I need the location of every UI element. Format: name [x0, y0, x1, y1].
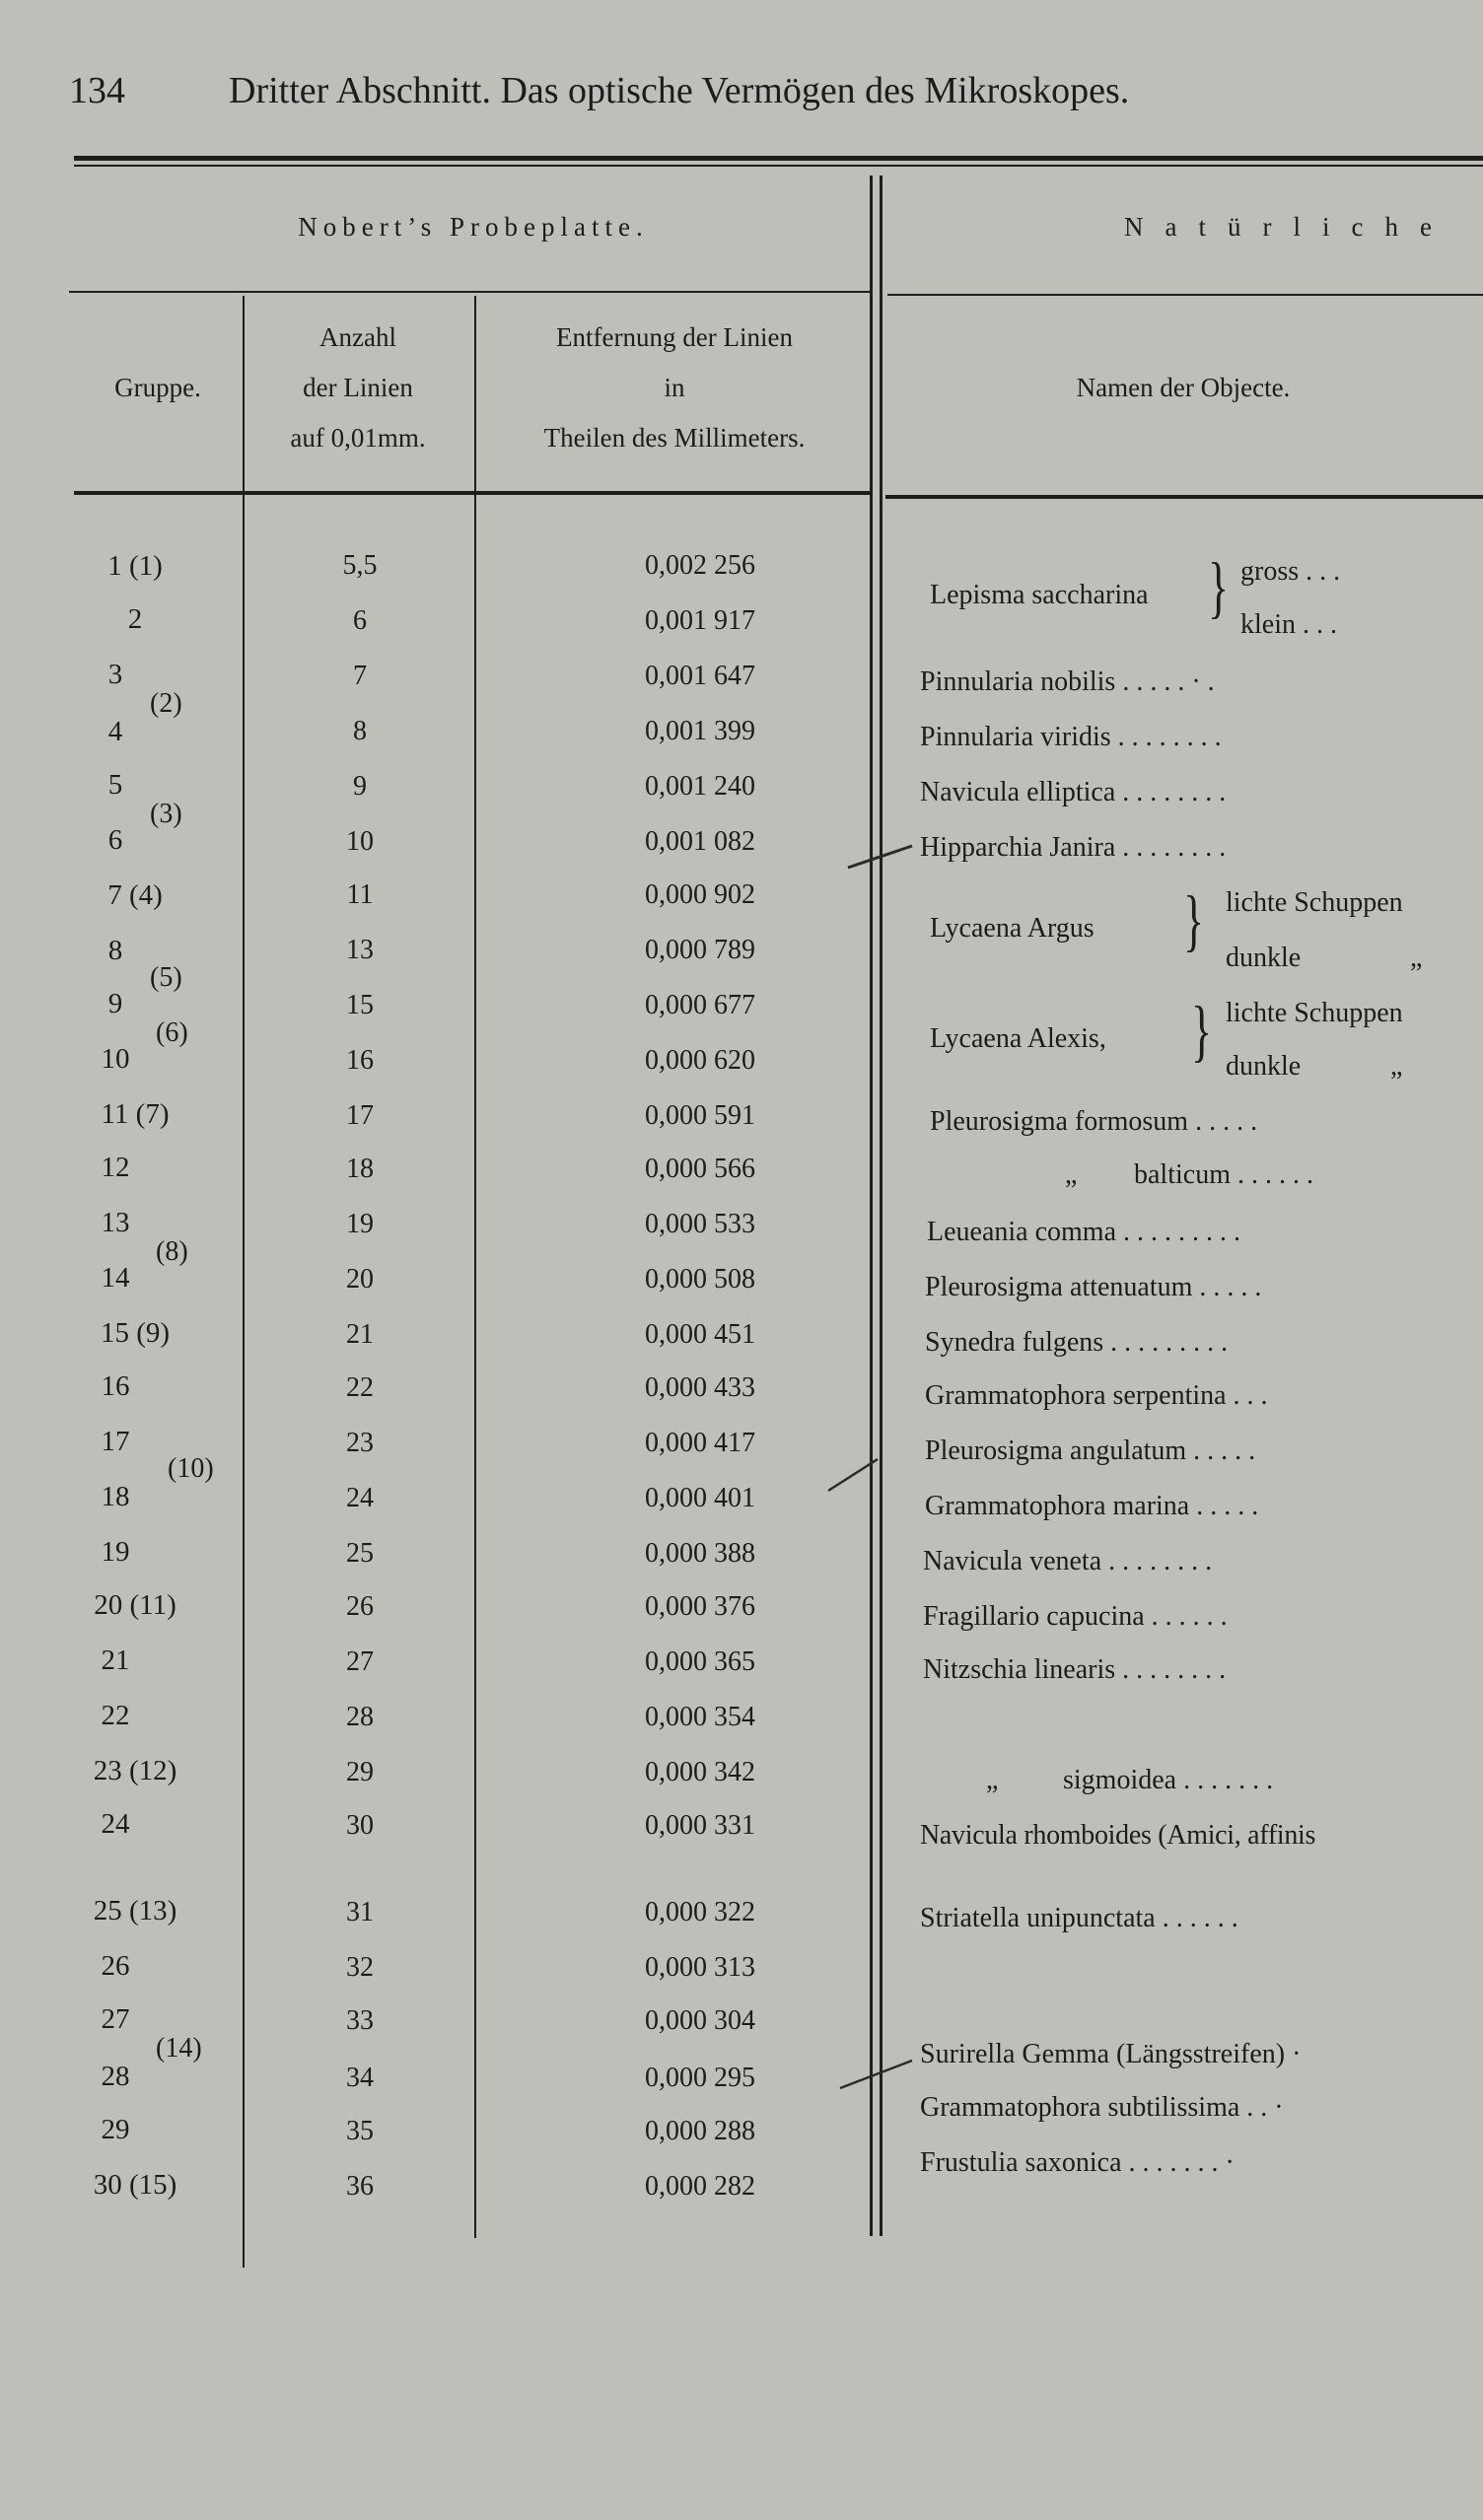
line-distance: 0,000 433 — [645, 1372, 755, 1403]
group-label: 6 — [107, 824, 123, 856]
group-label: 29 — [101, 2114, 130, 2145]
group-label: 18 — [101, 1481, 130, 1512]
line-count: 27 — [346, 1646, 374, 1677]
line-distance: 0,000 331 — [645, 1810, 755, 1841]
group-bracket: (5) — [150, 962, 182, 993]
line-count: 21 — [346, 1319, 374, 1350]
brace: } — [1183, 881, 1205, 959]
line-count: 25 — [346, 1538, 374, 1569]
group-label: 8 — [107, 935, 123, 966]
group-label: 2 — [127, 603, 143, 635]
section-title-underline-left — [69, 291, 870, 293]
line-count: 13 — [346, 935, 374, 965]
line-distance: 0,000 451 — [645, 1319, 755, 1350]
line-distance: 0,001 917 — [645, 605, 755, 636]
line-count: 7 — [353, 661, 367, 691]
line-count: 34 — [346, 2063, 374, 2093]
line-count: 5,5 — [342, 550, 378, 581]
line-count: 30 — [346, 1810, 374, 1841]
line-distance: 0,000 295 — [645, 2063, 755, 2093]
top-rule — [74, 156, 1483, 161]
line-count: 28 — [346, 1702, 374, 1732]
group-label: 23 (12) — [93, 1755, 177, 1786]
header-anzahl-1: Anzahl — [319, 322, 396, 352]
header-gruppe: Gruppe. — [114, 373, 201, 402]
group-label: 5 — [107, 769, 123, 801]
group-label: 13 — [101, 1207, 130, 1238]
group-label: 4 — [107, 716, 123, 747]
object-subname: klein . . . — [1240, 609, 1337, 640]
object-name: Pleurosigma attenuatum . . . . . — [925, 1272, 1262, 1302]
ditto-mark: „ — [1390, 1051, 1403, 1082]
object-name: balticum . . . . . . — [1134, 1159, 1313, 1190]
object-name: Navicula rhomboides (Amici, affinis — [920, 1820, 1316, 1851]
line-distance: 0,000 789 — [645, 935, 755, 965]
object-subname: lichte Schuppen — [1226, 887, 1403, 918]
header-anzahl-2: der Linien — [303, 373, 413, 402]
ditto-mark: „ — [986, 1765, 999, 1795]
object-name: Pinnularia nobilis . . . . . · . — [920, 666, 1215, 697]
object-name: Navicula elliptica . . . . . . . . — [920, 777, 1227, 807]
line-count: 17 — [346, 1100, 374, 1131]
line-distance: 0,000 902 — [645, 879, 755, 910]
group-label: 28 — [101, 2061, 130, 2092]
header-entfernung-1: Entfernung der Linien — [556, 322, 793, 352]
line-count: 36 — [346, 2171, 374, 2202]
line-distance: 0,000 354 — [645, 1702, 755, 1732]
line-count: 19 — [346, 1209, 374, 1239]
group-label: 26 — [101, 1950, 130, 1982]
object-name: Lycaena Argus — [930, 913, 1095, 944]
brace: } — [1191, 992, 1213, 1070]
object-name: Surirella Gemma (Längsstreifen) · — [920, 2039, 1302, 2069]
running-head: Dritter Abschnitt. Das optische Vermögen des Mikroskopes. — [229, 70, 1130, 111]
group-label: 17 — [101, 1426, 130, 1457]
line-count: 32 — [346, 1952, 374, 1983]
group-label: 25 (13) — [93, 1895, 177, 1926]
object-name: sigmoidea . . . . . . . — [1063, 1765, 1274, 1795]
group-label: 19 — [101, 1536, 130, 1568]
line-distance: 0,000 322 — [645, 1897, 755, 1927]
group-label: 30 (15) — [93, 2169, 177, 2201]
group-bracket: (3) — [150, 799, 182, 829]
group-bracket: (10) — [168, 1453, 214, 1484]
right-section-title: Natürliche — [1124, 212, 1453, 242]
line-distance: 0,000 620 — [645, 1045, 755, 1076]
line-count: 35 — [346, 2116, 374, 2146]
object-name: Nitzschia linearis . . . . . . . . — [923, 1654, 1227, 1685]
line-distance: 0,001 399 — [645, 716, 755, 746]
header-bottom-rule — [74, 491, 871, 495]
group-bracket: (2) — [150, 688, 182, 719]
line-distance: 0,001 647 — [645, 661, 755, 691]
line-distance: 0,000 388 — [645, 1538, 755, 1569]
group-bracket: (14) — [156, 2033, 202, 2064]
left-section-title: Nobert’s Probeplatte. — [298, 212, 649, 242]
group-label: 22 — [101, 1700, 130, 1731]
group-label: 14 — [101, 1262, 130, 1294]
group-label: 15 (9) — [100, 1317, 171, 1349]
object-subname: gross . . . — [1240, 556, 1341, 587]
ditto-mark: „ — [1410, 943, 1423, 973]
line-count: 6 — [353, 605, 367, 636]
line-distance: 0,001 082 — [645, 826, 755, 857]
group-label: 1 (1) — [107, 550, 163, 582]
object-subname: dunkle — [1226, 1051, 1302, 1082]
line-count: 26 — [346, 1591, 374, 1622]
object-name: Pleurosigma angulatum . . . . . — [925, 1435, 1256, 1466]
table-double-rule-a — [870, 175, 873, 2236]
object-name: Grammatophora subtilissima . . · — [920, 2092, 1284, 2123]
line-distance: 0,000 508 — [645, 1264, 755, 1295]
object-name: Pinnularia viridis . . . . . . . . — [920, 722, 1222, 752]
header-anzahl-3: auf 0,01mm. — [290, 423, 426, 453]
object-name: Leueania comma . . . . . . . . . — [927, 1217, 1241, 1247]
group-label: 7 (4) — [107, 879, 163, 911]
line-count: 22 — [346, 1372, 374, 1403]
group-label: 16 — [101, 1370, 130, 1402]
group-label: 3 — [107, 659, 123, 690]
line-count: 31 — [346, 1897, 374, 1927]
column-divider-1 — [243, 296, 245, 2268]
table-double-rule-b — [880, 175, 883, 2236]
line-distance: 0,000 304 — [645, 2005, 755, 2036]
line-count: 15 — [346, 990, 374, 1020]
brace: } — [1208, 548, 1230, 626]
section-title-underline-right — [887, 294, 1483, 296]
header-namen: Namen der Objecte. — [1076, 373, 1291, 402]
group-bracket: (8) — [156, 1236, 188, 1267]
line-count: 29 — [346, 1757, 374, 1787]
line-distance: 0,000 376 — [645, 1591, 755, 1622]
group-label: 11 (7) — [101, 1098, 170, 1130]
line-count: 16 — [346, 1045, 374, 1076]
line-distance: 0,002 256 — [645, 550, 755, 581]
line-distance: 0,000 342 — [645, 1757, 755, 1787]
header-entfernung-3: Theilen des Millimeters. — [543, 423, 806, 453]
line-count: 9 — [353, 771, 367, 802]
line-count: 8 — [353, 716, 367, 746]
group-label: 10 — [101, 1043, 130, 1075]
line-distance: 0,000 365 — [645, 1646, 755, 1677]
line-distance: 0,000 566 — [645, 1154, 755, 1184]
object-name: Fragillario capucina . . . . . . — [923, 1601, 1228, 1632]
line-count: 33 — [346, 2005, 374, 2036]
line-distance: 0,000 282 — [645, 2171, 755, 2202]
object-name: Striatella unipunctata . . . . . . — [920, 1903, 1238, 1933]
group-label: 27 — [101, 2003, 130, 2035]
line-distance: 0,001 240 — [645, 771, 755, 802]
group-label: 24 — [101, 1808, 130, 1840]
header-entfernung-2: in — [664, 373, 685, 402]
object-subname: dunkle — [1226, 943, 1302, 973]
line-count: 18 — [346, 1154, 374, 1184]
object-name: Grammatophora serpentina . . . — [925, 1380, 1268, 1411]
line-distance: 0,000 401 — [645, 1483, 755, 1513]
top-rule-thin — [74, 165, 1483, 167]
header-bottom-rule-right — [885, 495, 1483, 499]
object-name: Hipparchia Janira . . . . . . . . — [920, 832, 1227, 863]
object-name: Lycaena Alexis, — [930, 1023, 1106, 1054]
line-count: 20 — [346, 1264, 374, 1295]
ditto-mark: „ — [1065, 1159, 1078, 1190]
object-name: Synedra fulgens . . . . . . . . . — [925, 1327, 1229, 1358]
column-divider-2 — [474, 296, 476, 2238]
object-name: Pleurosigma formosum . . . . . — [930, 1106, 1258, 1137]
object-name: Frustulia saxonica . . . . . . . · — [920, 2147, 1235, 2178]
line-count: 24 — [346, 1483, 374, 1513]
line-distance: 0,000 417 — [645, 1428, 755, 1458]
group-label: 20 (11) — [94, 1589, 177, 1621]
group-bracket: (6) — [156, 1017, 188, 1048]
line-distance: 0,000 288 — [645, 2116, 755, 2146]
group-label: 9 — [107, 988, 123, 1019]
group-label: 21 — [101, 1645, 130, 1676]
object-name: Grammatophora marina . . . . . — [925, 1491, 1259, 1521]
line-count: 11 — [346, 879, 374, 910]
line-distance: 0,000 313 — [645, 1952, 755, 1983]
page-number: 134 — [69, 70, 125, 111]
line-count: 10 — [346, 826, 374, 857]
line-distance: 0,000 591 — [645, 1100, 755, 1131]
line-count: 23 — [346, 1428, 374, 1458]
object-name: Lepisma saccharina — [930, 580, 1149, 610]
object-subname: lichte Schuppen — [1226, 998, 1403, 1028]
line-distance: 0,000 533 — [645, 1209, 755, 1239]
group-label: 12 — [101, 1152, 130, 1183]
object-name: Navicula veneta . . . . . . . . — [923, 1546, 1213, 1576]
line-distance: 0,000 677 — [645, 990, 755, 1020]
